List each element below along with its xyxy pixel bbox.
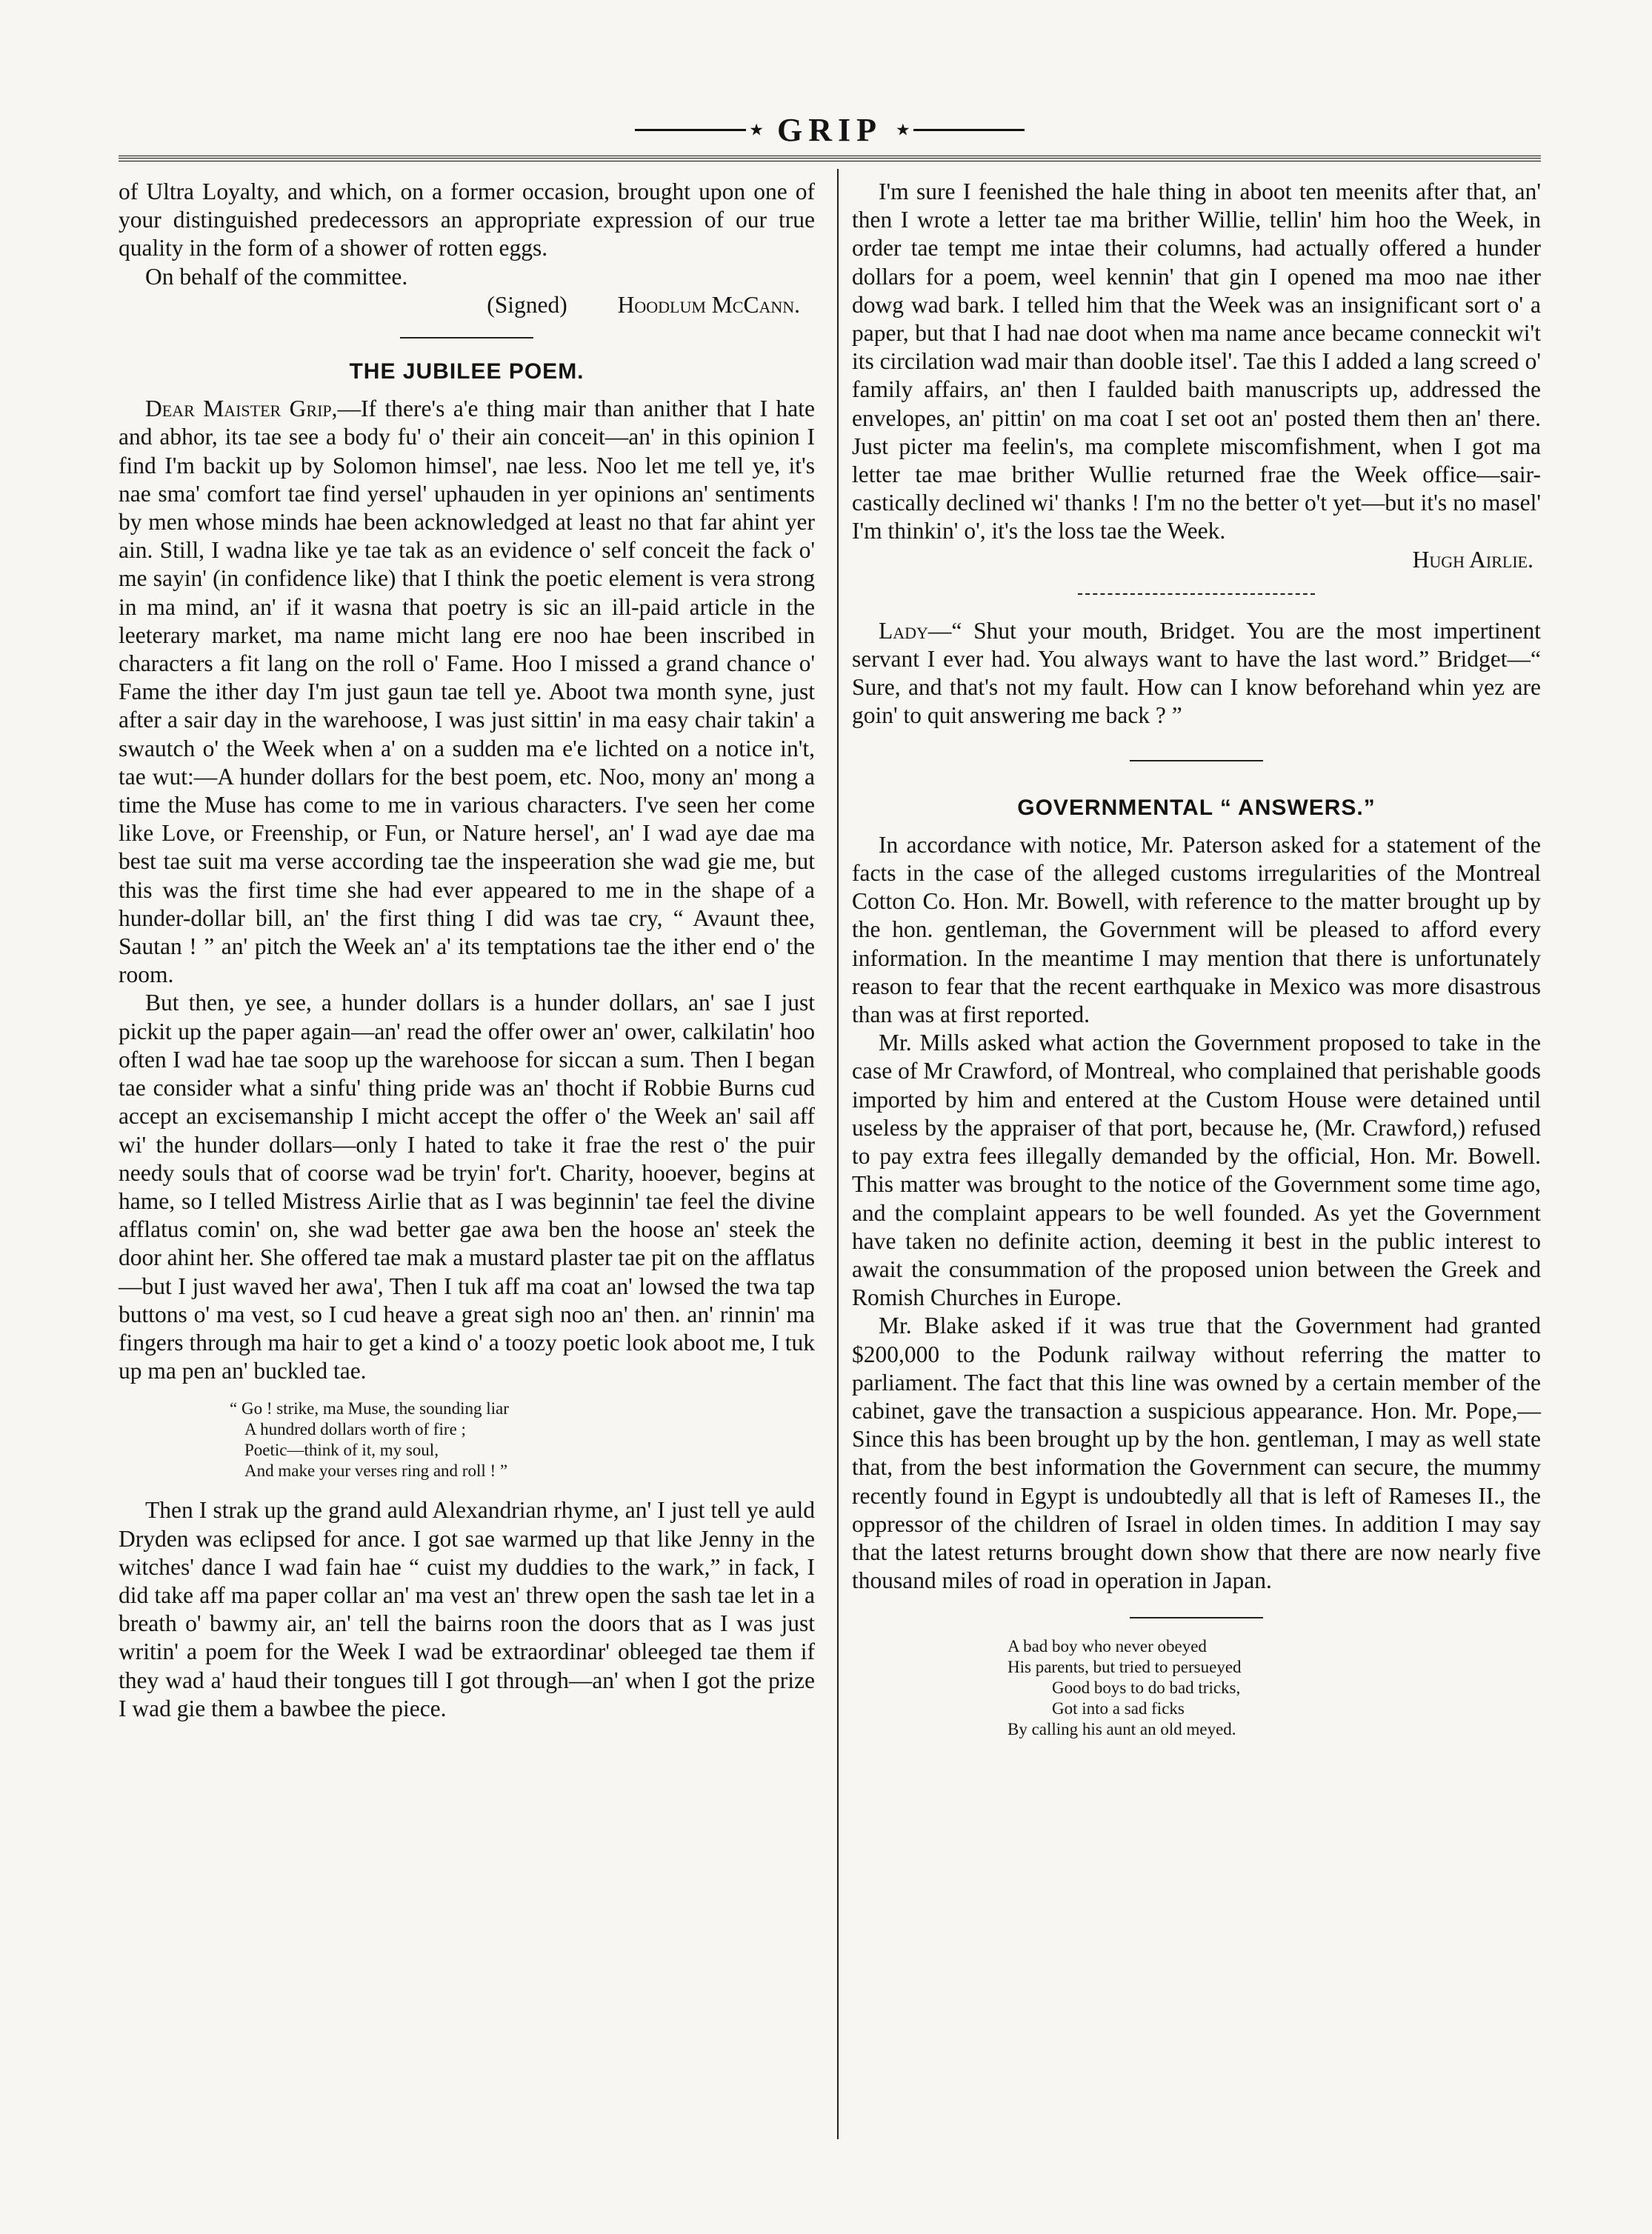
verse-line: His parents, but tried to persueyed <box>1007 1658 1242 1677</box>
poem-line: “ Go ! strike, ma Muse, the sounding liar <box>230 1399 509 1418</box>
masthead-right-rule <box>913 129 1025 131</box>
lady-text: —“ Shut your mouth, Bridget. You are the most impertinent servant I ever had. You always want to have the last word.” Bridget—“ Sure, and that's not my fault. How can I know beforehand whin yez are goin' to quit answering me back ? ” <box>852 617 1541 729</box>
left-column <box>119 178 815 1723</box>
jubilee-paragraph-1-text: —If there's a'e thing mair than anither that I hate and abhor, its tae see a body fu' o' their ain conceit—an' in this opinion I find I'm backit up by Solomon himsel', nae less. Noo let me tell ye, it's nae sma' comfort tae find yersel' uphauden in yer opinions an' sentiments by men whose minds hae been acknowledged at least no that far ahint yer ain. Still, I wadna like ye tae tak as an evidence o' self conceit the fack o' me sayin' (in confidence like) that I think the poetic element is vera strong in ma mind, an' if it wasna that poetry is sic an ill-paid article in the leeterary market, ma name micht lang ere noo hae been inscribed in characters a fit lang on the roll o' Fame. Hoo I missed a grand chance o' Fame the ither day I'm just gaun tae tell ye. Aboot twa month syne, just after a sair day in the warehoose, I was just sittin' in ma easy chair takin' a swautch o' the Week when a' on a sudden ma e'e lichted on a notice in't, tae wut:—A hunder dollars for the best poem, etc. Noo, mony an' mong a time the Muse has come to me in various characters. I've seen her come like Love, or Freenship, or Fun, or Nature hersel', an' I wad aye dae ma best tae suit ma verse according tae the inspeeration she wad gie me, but this was the first time she had ever appeared to me in the shape of a hunder-dollar bill, an' the first thing I did was tae cry, “ Avaunt thee, Sautan ! ” an' pitch the Week an' a' its temptations tae the ither end o' the room. <box>119 396 815 988</box>
masthead-title: GRIP <box>777 112 882 148</box>
author-line <box>852 546 1541 574</box>
salutation: Dear Maister Grip, <box>145 396 338 422</box>
lady-anecdote <box>852 617 1541 730</box>
masthead <box>119 111 1541 148</box>
jubilee-paragraph-3: Then I strak up the grand auld Alexandrian rhyme, an' I just tell ye auld Dryden was eclipsed for ance. I got sae warmed up that like Jenny in the witches' dance I wad fain hae “ cuist my duddies to the wark,” in fack, I did take aff ma paper collar an' ma vest an' threw open the sash tae let in a breath o' bawmy air, an' tell the bairns roon the doors that as I was just writin' a poem for the Week I wad be extraordinar' obleeged tae them if they wad a' haud their tongues till I got through—an' when I got the prize I wad gie them a bawbee the piece. <box>119 1497 815 1721</box>
right-column <box>852 178 1541 1740</box>
poem-line: Poetic—think of it, my soul, <box>244 1441 439 1460</box>
continued-paragraph: of Ultra Loyalty, and which, on a former occasion, brought upon one of your distinguished predecessors an appropriate expression of our true quality in the form of a shower of rotten eggs. <box>119 179 815 261</box>
section-rule <box>1130 1617 1263 1618</box>
section-rule <box>1078 593 1315 595</box>
inset-poem <box>230 1398 815 1481</box>
masthead-left-rule <box>635 129 746 131</box>
poem-line: A hundred dollars worth of fire ; <box>244 1420 466 1439</box>
verse-line: Good boys to do bad tricks, <box>1052 1678 1241 1698</box>
section-rule <box>1130 760 1263 761</box>
governmental-paragraph-2: Mr. Mills asked what action the Government proposed to take in the case of Mr Crawford, of Montreal, who complained that perishable goods imported by him and entered at the Custom House were detained until useless by the appraiser of that port, because he, (Mr. Crawford,) refused to pay extra fees illegally demanded by the official, Hon. Mr. Bowell. This matter was brought to the notice of the Government some time ago, and the complaint appears to be well founded. As yet the Government have taken no definite action, deeming it best in the public interest to await the consummation of the proposed union between the Greek and Romish Churches in Europe. <box>852 1030 1541 1311</box>
verse-line: By calling his aunt an old meyed. <box>1007 1720 1236 1739</box>
author-name: Hugh Airlie. <box>1412 546 1533 573</box>
verse-line: A bad boy who never obeyed <box>1007 1637 1207 1656</box>
column-divider <box>837 169 839 2139</box>
governmental-paragraph-1: In accordance with notice, Mr. Paterson asked for a statement of the facts in the case of the alleged customs irregularities of the Montreal Cotton Co. Hon. Mr. Bowell, with reference to the matter brought up by the hon. gentleman, the Government will be pleased to afford every information. In the meantime I may mention that there is unfortunately reason to fear that the recent earthquake in Mexico was more disastrous than was at first reported. <box>852 831 1541 1028</box>
signed-label: (Signed) <box>487 291 567 318</box>
verse-line: Got into a sad ficks <box>1052 1699 1185 1718</box>
jubilee-paragraph-1 <box>119 395 815 989</box>
governmental-heading: GOVERNMENTAL “ ANSWERS.” <box>1017 795 1376 820</box>
governmental-paragraph-3: Mr. Blake asked if it was true that the Government had granted $200,000 to the Podunk railway without referring the matter to parliament. The fact that this line was owned by a certain member of the cabinet, gave the transaction a suspicious appearance. Hon. Mr. Pope,—Since this has been brought up by the hon. gentleman, I may as well state that, from the best information the Government can secure, the mummy recently found in Egypt is undoubtedly all that is left of Rameses II., the oppressor of the children of Israel in olden times. In addition I may say that the latest returns brought down show that there are now nearly five thousand miles of road in operation in Japan. <box>852 1313 1541 1594</box>
star-icon: ★ <box>896 120 910 139</box>
jubilee-paragraph-4: I'm sure I feenished the hale thing in aboot ten meenits after that, an' then I wrote a letter tae ma brither Willie, tellin' him hoo the Week, in order tae tempt me intae their columns, had actually offered a hunder dollars for a poem, weel kennin' that gin I opened ma moo nae ither dowg wad bark. I telled him that the Week was an insignificant sort o' a paper, but that I had nae doot when ma name ance became conneckit wi't its circilation wad mair than dooble itsel'. Tae this I added a lang screed o' family affairs, an' then I faulded baith manuscripts up, addressed the envelopes, an' pittin' on ma coat I set oot an' posted them then an' there. Just picter ma feelin's, ma complete miscomfishment, when I got ma letter tae mae brither Wullie returned frae the Week office—sair-castically declined wi' thanks ! I'm no the better o't yet—but it's no masel' I'm thinkin' o', it's the loss tae the Week. <box>852 179 1541 544</box>
star-icon: ★ <box>749 120 764 139</box>
poem-line: And make your verses ring and roll ! ” <box>244 1461 508 1481</box>
behalf-line: On behalf of the committee. <box>145 263 408 290</box>
signature-line <box>119 291 815 319</box>
signed-name: Hoodlum McCann. <box>617 291 800 318</box>
jubilee-paragraph-2: But then, ye see, a hunder dollars is a hunder dollars, an' sae I just pickit up the paper again—an' read the offer ower an' ower, calkilatin' hoo often I wad hae tae soop up the warehoose for siccan a sum. Then I began tae consider what a sinfu' thing pride was an' thocht if Robbie Burns cud accept an excisemanship I micht accept the offer o' the Week an' sail aff wi' the hunder dollars—only I hated to take it frae the rest o' the puir needy souls that of coorse wad be tryin' for't. Charity, hooever, begins at hame, so I telled Mistress Airlie that as I was beginnin' tae feel the divine afflatus comin' on, she wad better gae awa ben the hoose an' steek the door ahint her. She offered tae mak a mustard plaster tae pit on the afflatus—but I just waved her awa', Then I tuk aff ma coat an' lowsed the twa tap buttons o' ma vest, so I cud heave a great sigh noo an' then. an' rinnin' ma fingers through ma hair to get a kind o' a toozy poetic look aboot me, I tuk up ma pen an' buckled tae. <box>119 990 815 1384</box>
section-rule <box>400 337 533 339</box>
limerick <box>1007 1636 1541 1740</box>
header-rule <box>119 156 1541 161</box>
lady-label: Lady <box>879 617 928 644</box>
jubilee-heading: THE JUBILEE POEM. <box>349 359 584 384</box>
